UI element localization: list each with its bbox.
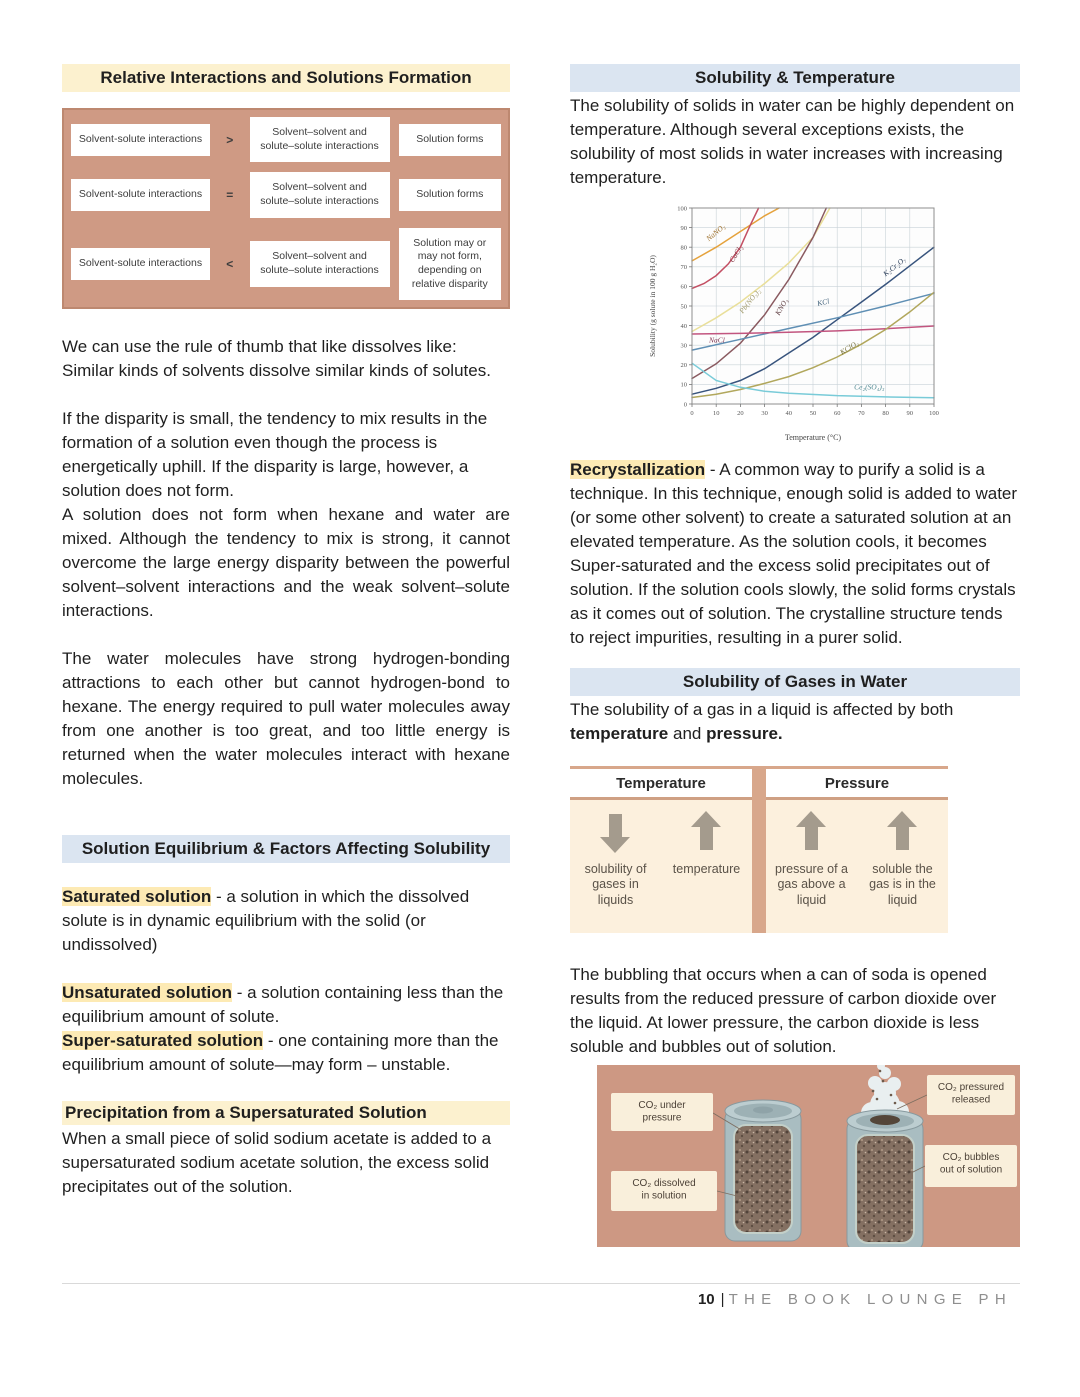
gas-panel-title: Pressure [766,769,948,800]
interaction-cell-left: Solvent-solute interactions [71,179,210,211]
gas-item-label: soluble the gas is in the liquid [869,861,936,907]
paragraph-precipitation: When a small piece of solid sodium acetate is added to a supersaturated sodium acetate solution, the excess solid precipitates out of the solution. [62,1128,492,1196]
soda-callout-text: CO₂ dissolved [632,1177,696,1189]
footer-brand: THE BOOK LOUNGE PH [728,1291,1012,1308]
series-label: NaNO₃ [704,221,727,243]
up-arrow-icon [805,826,818,850]
gas-panel-temperature [570,769,752,933]
soda-callout-text: CO₂ pressured [937,1081,1005,1093]
gas-solubility-diagram [570,766,948,933]
paragraph-gas-solubility [570,698,1020,746]
gas-item-label: pressure of a gas above a liquid [775,861,848,907]
term-saturated-solution: Saturated solution [62,886,212,906]
paragraph-supersaturated [62,1029,510,1077]
gas-item [570,800,661,933]
section-header-precipitation: Precipitation from a Supersaturated Solution [62,1101,510,1125]
interaction-table-row [71,228,501,301]
y-tick-label: 10 [680,381,687,389]
comparison-operator: > [226,132,234,147]
closed-soda-can [725,1100,801,1241]
interaction-cell-middle: Solvent–solvent and solute–solute interactions [250,117,390,162]
interaction-cell-left: Solvent-solute interactions [71,248,210,280]
solubility-temperature-chart [645,198,945,444]
gas-paragraph-temperature: temperature [570,723,669,743]
paragraph-unsaturated [62,981,510,1029]
y-tick-label: 60 [680,283,687,291]
page-number: 10 [697,1291,715,1308]
gas-panel-title: Temperature [570,769,752,800]
y-axis-label: Solubility (g solute in 100 g H₂O) [648,255,657,357]
soda-can-co2-figure [597,1065,1020,1247]
gas-panel-body [570,800,752,933]
up-arrow-icon [700,826,713,850]
section-header-relative-interactions: Relative Interactions and Solutions Formation [62,64,510,92]
section-header-solubility-temperature: Solubility & Temperature [570,64,1020,92]
y-tick-label: 70 [680,264,687,272]
page-footer [62,1291,1012,1308]
paragraph-like-dissolves: We can use the rule of thumb that like dissolves like: Similar kinds of solvents dissolve similar kinds of solutes. [62,337,491,381]
gas-item-label: temperature [672,861,741,876]
series-label: KNO₃ [773,296,790,317]
term-unsaturated-solution: Unsaturated solution [62,982,233,1002]
up-arrow-icon [896,826,909,850]
term-recrystallization: Recrystallization [570,459,706,479]
gas-item-label: solubility of gases in liquids [584,861,647,907]
x-tick-label: 0 [690,409,694,417]
definition-supersaturated: - one containing more than the equilibrium amount of solute—may form – unstable. [62,1030,499,1074]
soda-callout-text: out of solution [939,1164,1003,1176]
x-tick-label: 60 [833,409,841,417]
gas-paragraph-and: and [668,723,707,743]
footer-divider [62,1283,1020,1284]
series-label: Ce₂(SO₄)₃ [854,382,885,392]
paragraph-disparity: If the disparity is small, the tendency to mix results in the formation of a solution even though the process is energetically uphill. If the disparity is large, however, a solution does not form. [62,409,488,501]
section-header-gases-in-water: Solubility of Gases in Water [570,668,1020,696]
gas-panel-body [766,800,948,933]
series-label: NaCl [708,335,725,345]
y-tick-label: 100 [677,205,687,213]
paragraph-water-molecules: The water molecules have strong hydrogen-bonding attractions to each other but cannot hydrogen-bond to hexane. The energy required to pull water molecules away from one another is too great, and too little energy is returned when the water molecules interact with hexane molecules. [62,648,510,788]
soda-callout-text: in solution [641,1190,687,1202]
series-label: CaCl₂ [727,243,745,264]
y-tick-label: 90 [680,224,687,232]
series-label: Pb(NO₃)₂ [737,286,763,316]
gas-paragraph-prefix: The solubility of a gas in a liquid is affected by both [570,699,954,719]
gas-item [857,800,948,933]
paragraph-soda-bubbling: The bubbling that occurs when a can of soda is opened results from the reduced pressure of carbon dioxide over the liquid. At lower pressure, the carbon dioxide is less soluble and bubbles out of solution. [570,964,997,1056]
soda-callout-text: released [951,1094,991,1106]
comparison-operator: < [226,256,234,271]
paragraph-solubility-temperature: The solubility of solids in water can be highly dependent on temperature. Although several exceptions exists, the solubility of most solids in water increases with increasing temperature. [570,96,1015,187]
interaction-cell-left: Solvent-solute interactions [71,124,210,156]
footer-separator: | [720,1291,725,1308]
gas-diagram-divider [752,769,766,933]
y-tick-label: 40 [680,322,687,330]
paragraph-recrystallization-cont: Super-saturated and the excess solid precipitates out of solution. If the solution cools slowly, the solid forms crystals as it comes out of solution. The crystalline structure tends to reject impurities, resulting in a purer solid. [570,555,1016,647]
paragraph-saturated [62,885,510,957]
down-arrow-icon [609,814,622,838]
interaction-table-row [71,117,501,162]
soda-svg [597,1065,1020,1247]
right-column [570,64,1020,1247]
interaction-table-figure [62,108,510,309]
y-tick-label: 80 [680,244,687,252]
x-tick-label: 80 [882,409,889,417]
series-label: KClO₃ [838,338,861,357]
y-tick-label: 50 [680,303,687,311]
interaction-cell-result: Solution may or may not form, depending on relative disparity [399,228,501,301]
interaction-cell-middle: Solvent–solvent and solute–solute interactions [250,241,390,286]
interaction-table-row [71,172,501,217]
interaction-cell-middle: Solvent–solvent and solute–solute interactions [250,172,390,217]
definition-recrystallization: - A common way to purify a solid is a technique. In this technique, enough solid is added to water (or some other solvent) to create a saturated solution at an elevated temperature. As the solution cools, it becomes [570,459,1018,551]
definition-saturated: - a solution in which the dissolved solute is in dynamic equilibrium with the solid (or undissolved) [62,886,470,954]
y-tick-label: 30 [680,342,687,350]
term-supersaturated-solution: Super-saturated solution [62,1030,264,1050]
gas-paragraph-pressure: pressure. [706,723,783,743]
x-tick-label: 40 [785,409,793,417]
x-tick-label: 30 [761,409,768,417]
paragraph-recrystallization [570,458,1020,554]
gas-item [766,800,857,933]
x-tick-label: 90 [906,409,914,417]
comparison-operator: = [226,188,234,203]
gas-item [661,800,752,933]
chart-svg [645,198,945,444]
paragraph-hexane-water: A solution does not form when hexane and water are mixed. Although the tendency to mix is strong, it cannot overcome the large energy disparity between the powerful solvent–solvent interactions and the weak solvent–solute interactions. [62,505,510,620]
series-label: K₂Cr₂O₇ [881,254,908,279]
y-tick-label: 20 [680,362,687,370]
x-tick-label: 100 [929,409,939,417]
soda-callout-text: pressure [642,1112,682,1124]
definition-unsaturated: - a solution containing less than the equilibrium amount of solute. [62,982,504,1026]
left-column [62,64,510,1222]
interaction-cell-result: Solution forms [399,124,501,156]
section-header-solution-equilibrium: Solution Equilibrium & Factors Affecting Solubility [62,835,510,863]
interaction-cell-result: Solution forms [399,179,501,211]
x-tick-label: 50 [809,409,817,417]
gas-panel-pressure [766,769,948,933]
y-tick-label: 0 [683,401,687,409]
x-axis-label: Temperature (°C) [784,432,842,442]
x-tick-label: 20 [737,409,744,417]
series-label: KCl [816,296,831,308]
x-tick-label: 70 [858,409,865,417]
soda-callout-text: CO₂ bubbles [942,1151,1000,1163]
soda-callout-text: CO₂ under [638,1099,686,1111]
x-tick-label: 10 [712,409,720,417]
